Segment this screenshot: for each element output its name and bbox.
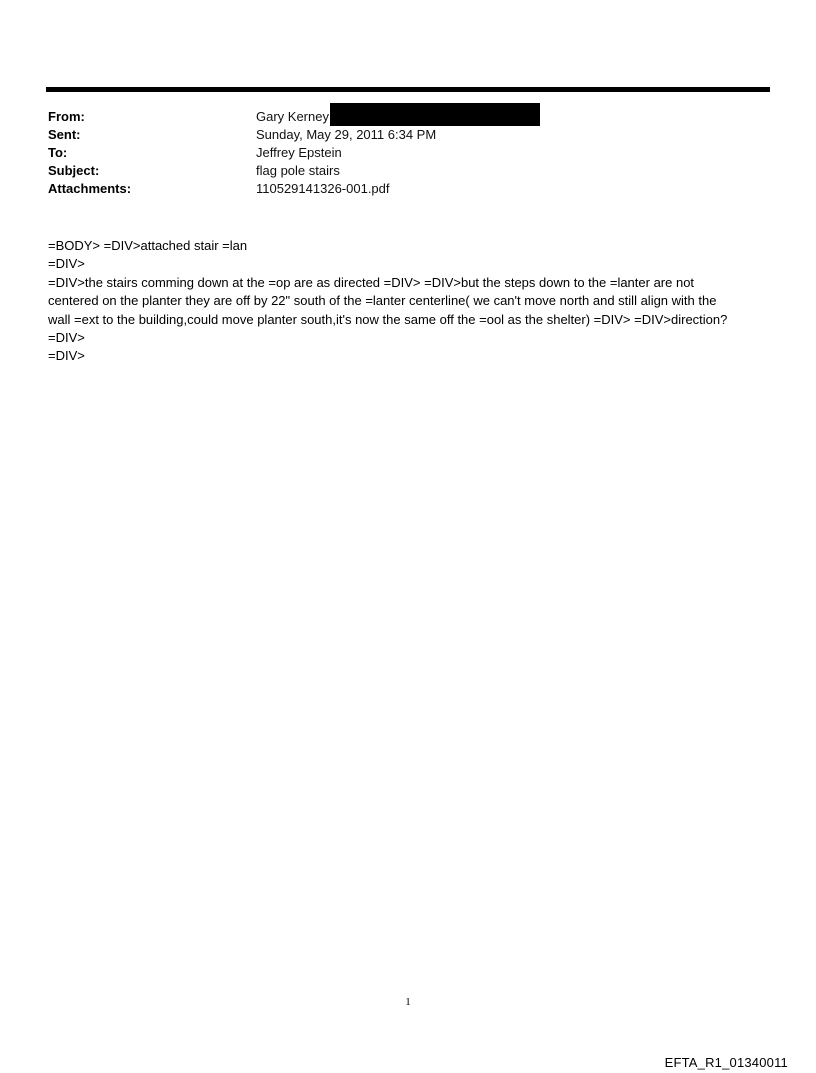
- document-id: EFTA_R1_01340011: [664, 1055, 788, 1070]
- sent-row: [48, 126, 540, 144]
- to-label: To:: [48, 145, 68, 160]
- attachment-filename[interactable]: 110529141326-001.pdf: [256, 181, 390, 196]
- body-line: centered on the planter they are off by 22" south of the =lanter centerline( we can't move north and still align with the: [48, 293, 717, 309]
- sent-value: Sunday, May 29, 2011 6:34 PM: [256, 127, 437, 142]
- page-number: 1: [405, 996, 411, 1008]
- from-name: Gary Kerney: [256, 109, 329, 124]
- body-line: =DIV>: [48, 348, 85, 364]
- to-value: Jeffrey Epstein: [256, 145, 342, 160]
- body-line: =BODY> =DIV>attached stair =lan: [48, 238, 248, 253]
- email-body: [48, 237, 768, 366]
- from-row: [48, 108, 540, 126]
- body-line: wall =ext to the building,could move planter south,it's now the same off the =ool as the shelter) =DIV> =DIV>direction?: [48, 311, 728, 327]
- attachments-row: [48, 180, 540, 198]
- body-line: =DIV>the stairs comming down at the =op are as directed =DIV> =DIV>but the steps down to the =lanter are not: [48, 274, 695, 290]
- to-row: [48, 144, 540, 162]
- subject-label: Subject:: [48, 163, 100, 178]
- redaction-box: [330, 103, 540, 126]
- email-header: [48, 108, 540, 198]
- body-line: =DIV>: [48, 256, 85, 272]
- body-line: =DIV>: [48, 330, 85, 346]
- sent-label: Sent:: [48, 127, 81, 142]
- subject-row: [48, 162, 540, 180]
- attachments-label: Attachments:: [48, 181, 132, 196]
- header-rule: [46, 87, 770, 92]
- from-label: From:: [48, 109, 85, 124]
- subject-value: flag pole stairs: [256, 163, 340, 178]
